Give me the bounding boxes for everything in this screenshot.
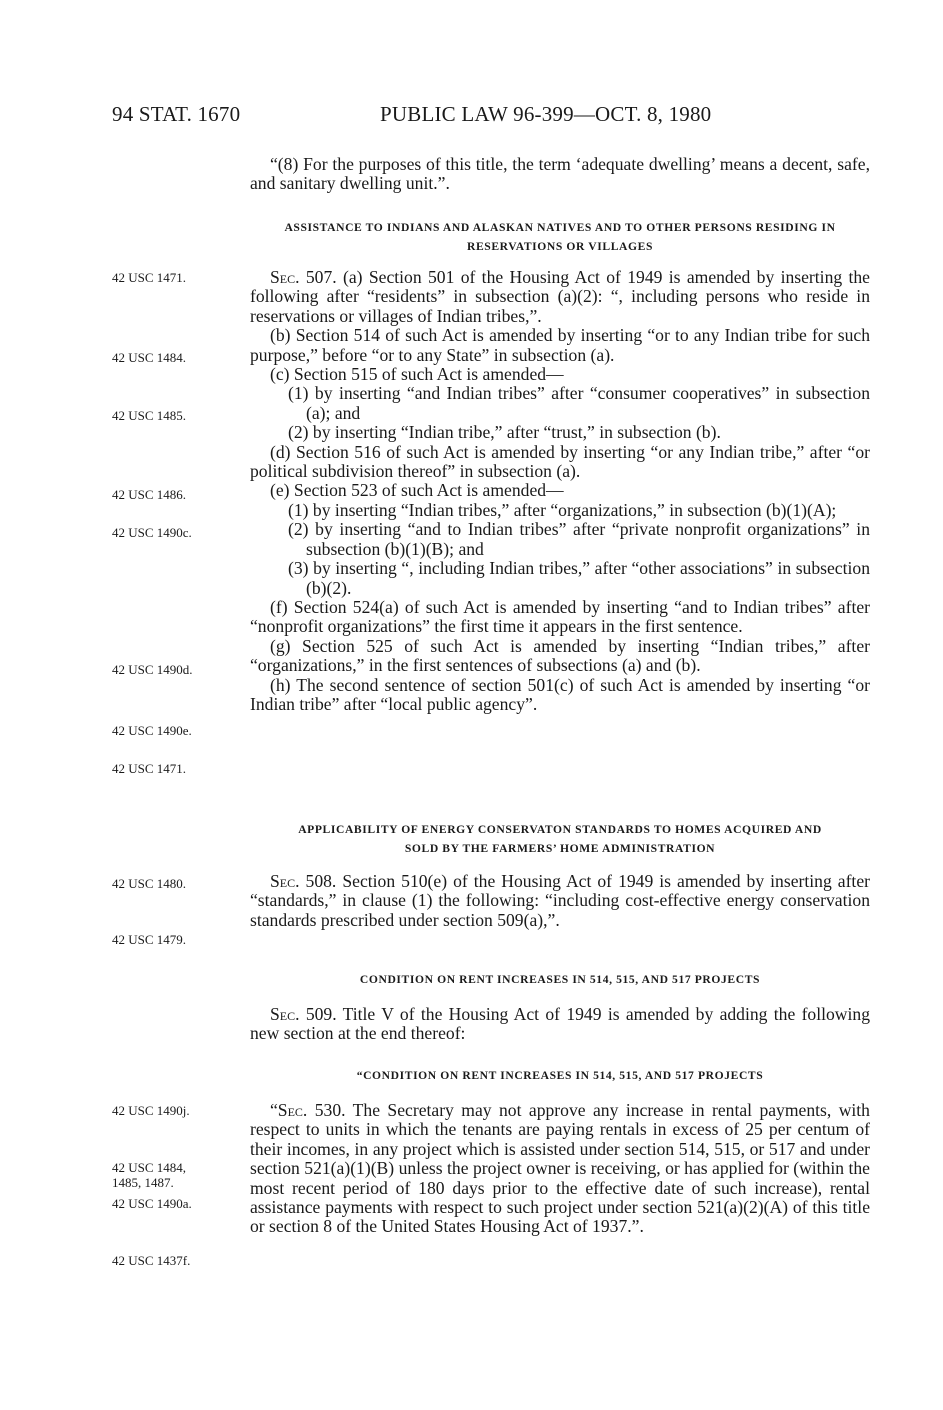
sec507-c1: (1) by inserting “and Indian tribes” after “consumer cooperatives” in subsection (a); and xyxy=(288,383,870,423)
section-label: Sec. 507. xyxy=(270,267,337,287)
sec507-f: (f) Section 524(a) of such Act is amended by inserting “and to Indian tribes” after “nonprofit organizations” the first time it appears in the first sentence. xyxy=(250,596,870,637)
margin-note: 42 USC 1486. xyxy=(112,487,187,502)
sec507-d: (d) Section 516 of such Act is amended by inserting “or any Indian tribe,” after “or political subdivision thereof” in subsection (a). xyxy=(250,441,870,482)
margin-note: 42 USC 1437f. xyxy=(112,1253,191,1268)
section-label: Sec. 509. xyxy=(270,1004,337,1024)
sec507-a-text: (a) Section 501 of the Housing Act of 1949 is amended by inserting the following after “residents” in subsection (a)(2): “, including persons who reside in reservations or villages of Indian tribes,”. xyxy=(250,267,870,326)
section-heading-energy-standards: APPLICABILITY OF ENERGY CONSERVATON STANDARDS TO HOMES ACQUIRED AND SOLD BY THE FARMERS’ HOME ADMINISTRATION xyxy=(298,823,822,855)
sec507-e3: (3) by inserting “, including Indian tribes,” after “other associations” in subsection (b)(2). xyxy=(288,558,870,598)
sec508-text: Section 510(e) of the Housing Act of 1949 is amended by inserting after “standards,” in clause (1) the following: “including cost-effective energy conservation standards prescribed under section 509(a),”. xyxy=(250,871,870,930)
margin-note: 42 USC 1484, xyxy=(112,1160,187,1175)
margin-note: 1485, 1487. xyxy=(112,1175,174,1190)
section-508 xyxy=(250,872,870,930)
sec507-e2: (2) by inserting “and to Indian tribes” after “private nonprofit organizations” in subsection (b)(1)(B); and xyxy=(288,519,870,559)
margin-note: 42 USC 1490e. xyxy=(112,723,192,738)
sec507-c2: (2) by inserting “Indian tribe,” after “trust,” in subsection (b). xyxy=(288,422,721,443)
margin-note: 42 USC 1484. xyxy=(112,350,187,365)
section-509 xyxy=(250,1005,870,1044)
section-530 xyxy=(250,1101,870,1237)
sec507-h: (h) The second sentence of section 501(c) of such Act is amended by inserting “or Indian tribe” after “local public agency”. xyxy=(250,674,870,714)
margin-note: 42 USC 1471. xyxy=(112,761,187,776)
margin-note: 42 USC 1490a. xyxy=(112,1196,192,1211)
sec507-b: (b) Section 514 of such Act is amended by inserting “or to any Indian tribe for such purpose,” before “or to any State” in subsection (a). xyxy=(250,325,870,365)
section-heading-rent-increases-quoted: “CONDITION ON RENT INCREASES IN 514, 515, AND 517 PROJECTS xyxy=(356,1069,764,1082)
sec530-text: The Secretary may not approve any increase in rental payments, with respect to units in which the tenants are paying rentals in excess of 25 per centum of their incomes, in any project which is assisted under section 514, 515, or 517 and under section 521(a)(1)(B) unless the project owner is receiving, or has applied for (within the most recent period of 180 days prior to the effective date of such increase), rental assistance payments with respect to such project under section 521(a)(2)(A) of this title or section 8 of the United States Housing Act of 1937.”. xyxy=(250,1100,870,1237)
sec509-text: Title V of the Housing Act of 1949 is amended by adding the following new section at the end thereof: xyxy=(250,1004,870,1044)
margin-note: 42 USC 1471. xyxy=(112,270,187,285)
margin-note: 42 USC 1479. xyxy=(112,932,187,947)
margin-note: 42 USC 1490d. xyxy=(112,662,193,677)
public-law-title: PUBLIC LAW 96-399—OCT. 8, 1980 xyxy=(380,102,712,126)
sec507-e: (e) Section 523 of such Act is amended— xyxy=(270,480,564,501)
sec507-g: (g) Section 525 of such Act is amended by inserting “Indian tribes,” after “organizations,” in the first sentences of subsections (a) and (b). xyxy=(250,635,870,676)
margin-note: 42 USC 1490c. xyxy=(112,525,192,540)
margin-note: 42 USC 1480. xyxy=(112,876,187,891)
margin-note: 42 USC 1485. xyxy=(112,408,187,423)
sec507-c: (c) Section 515 of such Act is amended— xyxy=(270,364,564,385)
statute-page-number: 94 STAT. 1670 xyxy=(112,102,241,126)
section-label: “Sec. 530. xyxy=(270,1100,346,1120)
sec507-e1: (1) by inserting “Indian tribes,” after “organizations,” in subsection (b)(1)(A); xyxy=(288,499,837,520)
sec507-a xyxy=(250,268,870,326)
section-label: Sec. 508. xyxy=(270,871,337,891)
paragraph-8: “(8) For the purposes of this title, the term ‘adequate dwelling’ means a decent, safe, and sanitary dwelling unit.”. xyxy=(250,154,870,194)
section-heading-indian-assistance: ASSISTANCE TO INDIANS AND ALASKAN NATIVES AND TO OTHER PERSONS RESIDING IN RESERVATIONS OR VILLAGES xyxy=(284,221,836,253)
section-507 xyxy=(250,268,870,714)
section-heading-rent-increases: CONDITION ON RENT INCREASES IN 514, 515, AND 517 PROJECTS xyxy=(359,973,761,986)
margin-note: 42 USC 1490j. xyxy=(112,1103,190,1118)
